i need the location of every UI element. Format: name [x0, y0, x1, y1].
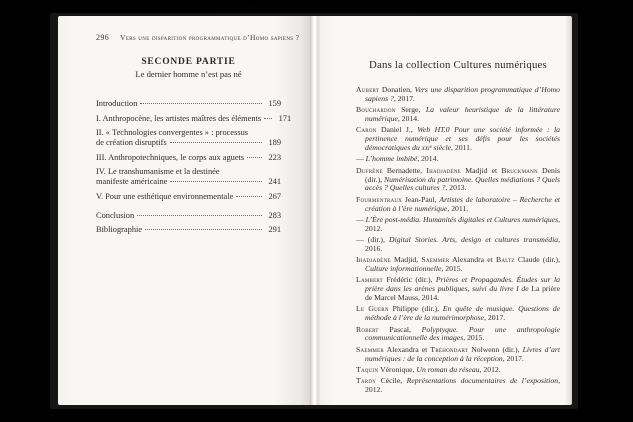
part-subtitle: Le dernier homme n’est pas né: [135, 69, 242, 79]
toc-entry: [96, 225, 281, 235]
toc-entry-line: IV. Le transhumanisme et la destinée: [96, 167, 220, 176]
entry-text: Daniel J.,: [376, 125, 418, 135]
toc-page-number: 171: [278, 113, 292, 123]
entry-text: , 2015.: [463, 333, 485, 343]
entry-text: , 2017.: [484, 313, 506, 323]
entry-text: Bernadette,: [382, 165, 427, 175]
author-smallcaps: Robert: [356, 324, 379, 334]
entry-text: — (dir.),: [356, 235, 390, 245]
bibliography-entry: [356, 256, 560, 274]
entry-text: , 2012.: [365, 214, 560, 233]
toc-entry-row: [96, 153, 281, 163]
toc-entry-label: III. Anthropotechniques, le corps aux aguets: [96, 152, 245, 162]
toc-entry-row: [96, 99, 281, 109]
bibliography-entry: [356, 276, 560, 302]
toc-entry-row: [96, 225, 281, 235]
bibliography-entry: [356, 377, 560, 395]
entry-text: , 2012.: [479, 365, 501, 375]
entry-text: , 2013.: [445, 183, 467, 193]
entry-text: Nolwenn (dir.),: [468, 344, 523, 354]
toc-page-number: 283: [268, 210, 281, 220]
collection-title: Dans la collection Cultures numériques: [369, 59, 547, 71]
entry-text: —: [356, 154, 366, 164]
bibliography-entry: [356, 216, 560, 234]
author-smallcaps: Fourmentraux: [356, 194, 403, 204]
dotted-leader: [145, 229, 262, 230]
part-heading-block: [96, 57, 281, 79]
title-italic: La valeur heuristique de la littérature numérique: [365, 105, 560, 123]
toc-page-number: 241: [268, 177, 281, 186]
toc-entry-label: V. Pour une esthétique environnementale: [96, 191, 234, 201]
toc-entry: [96, 211, 281, 221]
entry-text: , 2012.: [365, 376, 561, 395]
bibliography-entry: [356, 167, 560, 193]
title-italic: Culture informationnelle: [365, 264, 442, 274]
toc-entry: [96, 113, 292, 124]
bibliography-entry: [356, 106, 560, 124]
toc-entry: [96, 153, 281, 163]
running-header: [96, 33, 300, 42]
entry-text: Jean-Paul,: [402, 194, 440, 204]
dotted-leader: [137, 215, 262, 216]
toc-entry: [96, 167, 281, 187]
entry-text: Philippe (dir.),: [388, 304, 443, 314]
title-italic: ᵉ siècle: [429, 142, 452, 152]
toc-entry-row: [96, 177, 281, 187]
title-italic: En quête de musique. Questions de méthode à l’ère de la numérimorphose: [365, 304, 560, 323]
entry-text: Madjid et: [461, 165, 502, 175]
title-italic: L’Ère post-média. Humanités digitales et Cultures numériques: [365, 214, 559, 224]
entry-text: Denis (dir.),: [365, 165, 560, 184]
book-spread: [50, 13, 578, 409]
bibliography-list: [356, 86, 560, 395]
author-smallcaps: Lambert: [356, 275, 383, 285]
bibliography-entry: [356, 126, 560, 152]
author-smallcaps: Taquin: [356, 365, 379, 375]
bibliography-entry: [356, 305, 560, 323]
title-italic: Artistes de laboratoire – Recherche et création à l’ère numérique: [365, 194, 560, 213]
entry-text: Donatien,: [379, 85, 415, 94]
toc-entry-label: Introduction: [96, 99, 138, 108]
dotted-leader: [264, 118, 272, 119]
entry-text: , 2014.: [417, 154, 439, 164]
dotted-leader: [140, 103, 262, 104]
entry-text: , 2015.: [441, 264, 463, 274]
toc-entry-label: manifeste américaine: [96, 177, 168, 186]
author-smallcaps: Bouchardon: [356, 105, 396, 115]
entry-text: La prière de Marcel Mauss: [365, 284, 560, 303]
toc-entry-row: [96, 138, 281, 148]
entry-text: Cécile,: [376, 376, 407, 386]
toc-entry: [96, 192, 281, 202]
author-smallcaps: Caron: [356, 125, 377, 135]
title-italic: Vers une disparition programmatique d’Homo sapiens ?: [365, 85, 560, 103]
toc-page-number: 223: [268, 152, 281, 162]
left-page: [58, 16, 310, 405]
toc-entry-row: [96, 211, 281, 221]
title-italic: L’homme imbibé: [365, 154, 418, 164]
title-italic: Polyptyque. Pour une anthropologie communicationnelle des images: [365, 324, 560, 343]
entry-text: Frédéric (dir.),: [382, 275, 436, 285]
entry-text: , 2011.: [451, 142, 472, 152]
bibliography-entry: [356, 326, 560, 344]
author-smallcaps: Tardy: [356, 376, 377, 386]
toc-entry-label: Bibliographie: [96, 225, 143, 234]
title-italic: Prières et Propagandes. Études sur la prière dans les arènes publiques, suivi du livre I de: [365, 275, 560, 294]
author-smallcaps: Baltz: [496, 255, 515, 265]
title-italic: Digital Stories. Arts, design et cultures transmédia: [389, 235, 559, 245]
author-smallcaps: Aubert: [356, 85, 380, 94]
title-italic: Livres d’art numériques : de la conception à la réception: [365, 344, 561, 363]
entry-text: , 2016.: [365, 235, 560, 253]
author-smallcaps: Saemmer: [421, 255, 450, 265]
entry-text: , 2017.: [393, 93, 415, 103]
dotted-leader: [247, 157, 262, 158]
toc-entry: [96, 128, 281, 148]
toc-list: [96, 99, 292, 235]
toc-page-number: 291: [268, 225, 281, 234]
entry-text: Madjid,: [390, 255, 422, 265]
entry-text: , 2014.: [417, 293, 440, 303]
bibliography-entry: [356, 86, 560, 104]
toc-entry-row: [96, 192, 281, 202]
toc-entry-row: [96, 113, 292, 124]
author-smallcaps: Tréhondart: [430, 344, 469, 354]
entry-text: Véronique,: [378, 365, 417, 375]
book-gutter: [310, 16, 320, 405]
title-italic: Numérisation du patrimoine. Quelles médiations ? Quels accès ? Quelles cultures ?: [365, 174, 560, 193]
author-smallcaps: Le Guern: [356, 304, 389, 314]
author-smallcaps: Dufrêne: [356, 165, 383, 175]
toc-page-number: 189: [268, 138, 281, 147]
author-smallcaps: Bruckmann: [501, 165, 538, 175]
dotted-leader: [236, 196, 262, 197]
title-italic: Représentations documentaires de l’exposition: [406, 376, 559, 386]
bibliography-entry: [356, 366, 560, 375]
entry-text: , 2011.: [447, 203, 469, 213]
entry-text: Alexandra et: [383, 344, 431, 354]
page-number: 296: [96, 33, 110, 42]
toc-page-number: 159: [268, 99, 281, 108]
dotted-leader: [170, 181, 262, 182]
entry-text: , 2017.: [502, 353, 524, 363]
right-page: [320, 16, 572, 405]
entry-text: Pascal,: [378, 324, 422, 334]
entry-text: , 2014.: [397, 113, 420, 123]
entry-text: Serge,: [395, 105, 426, 115]
entry-text: xxi: [421, 142, 430, 152]
toc-entry-line: II. « Technologies convergentes » : processus: [96, 128, 249, 137]
author-smallcaps: Ihadjadène: [426, 165, 462, 175]
bibliography-entry: [356, 346, 560, 364]
toc-entry: [96, 99, 281, 109]
title-italic: Un roman du réseau: [416, 365, 480, 375]
bibliography-entry: [356, 236, 560, 254]
author-smallcaps: Ihadjadène: [356, 255, 391, 265]
toc-entry-label: I. Anthropocène, les artistes maîtres des éléments: [96, 113, 262, 123]
part-title: SECONDE PARTIE: [141, 57, 236, 67]
running-title: Vers une disparition programmatique d’Homo sapiens ?: [120, 33, 300, 42]
toc-page-number: 267: [268, 191, 281, 201]
entry-text: Claude (dir.),: [514, 255, 560, 265]
bibliography-entry: [356, 155, 560, 164]
entry-text: Alexandra et: [449, 255, 497, 265]
toc-entry-label: Conclusion: [96, 210, 135, 220]
dotted-leader: [170, 142, 262, 143]
toc-entry-label: de création disruptifs: [96, 138, 167, 147]
bibliography-entry: [356, 196, 560, 214]
entry-text: —: [356, 214, 366, 224]
author-smallcaps: Saemmer: [356, 344, 384, 354]
title-italic: Web HT.0 Pour une société informée : la pertinence numérique et ses défis pour les sociétés démocratiques du: [365, 125, 560, 152]
